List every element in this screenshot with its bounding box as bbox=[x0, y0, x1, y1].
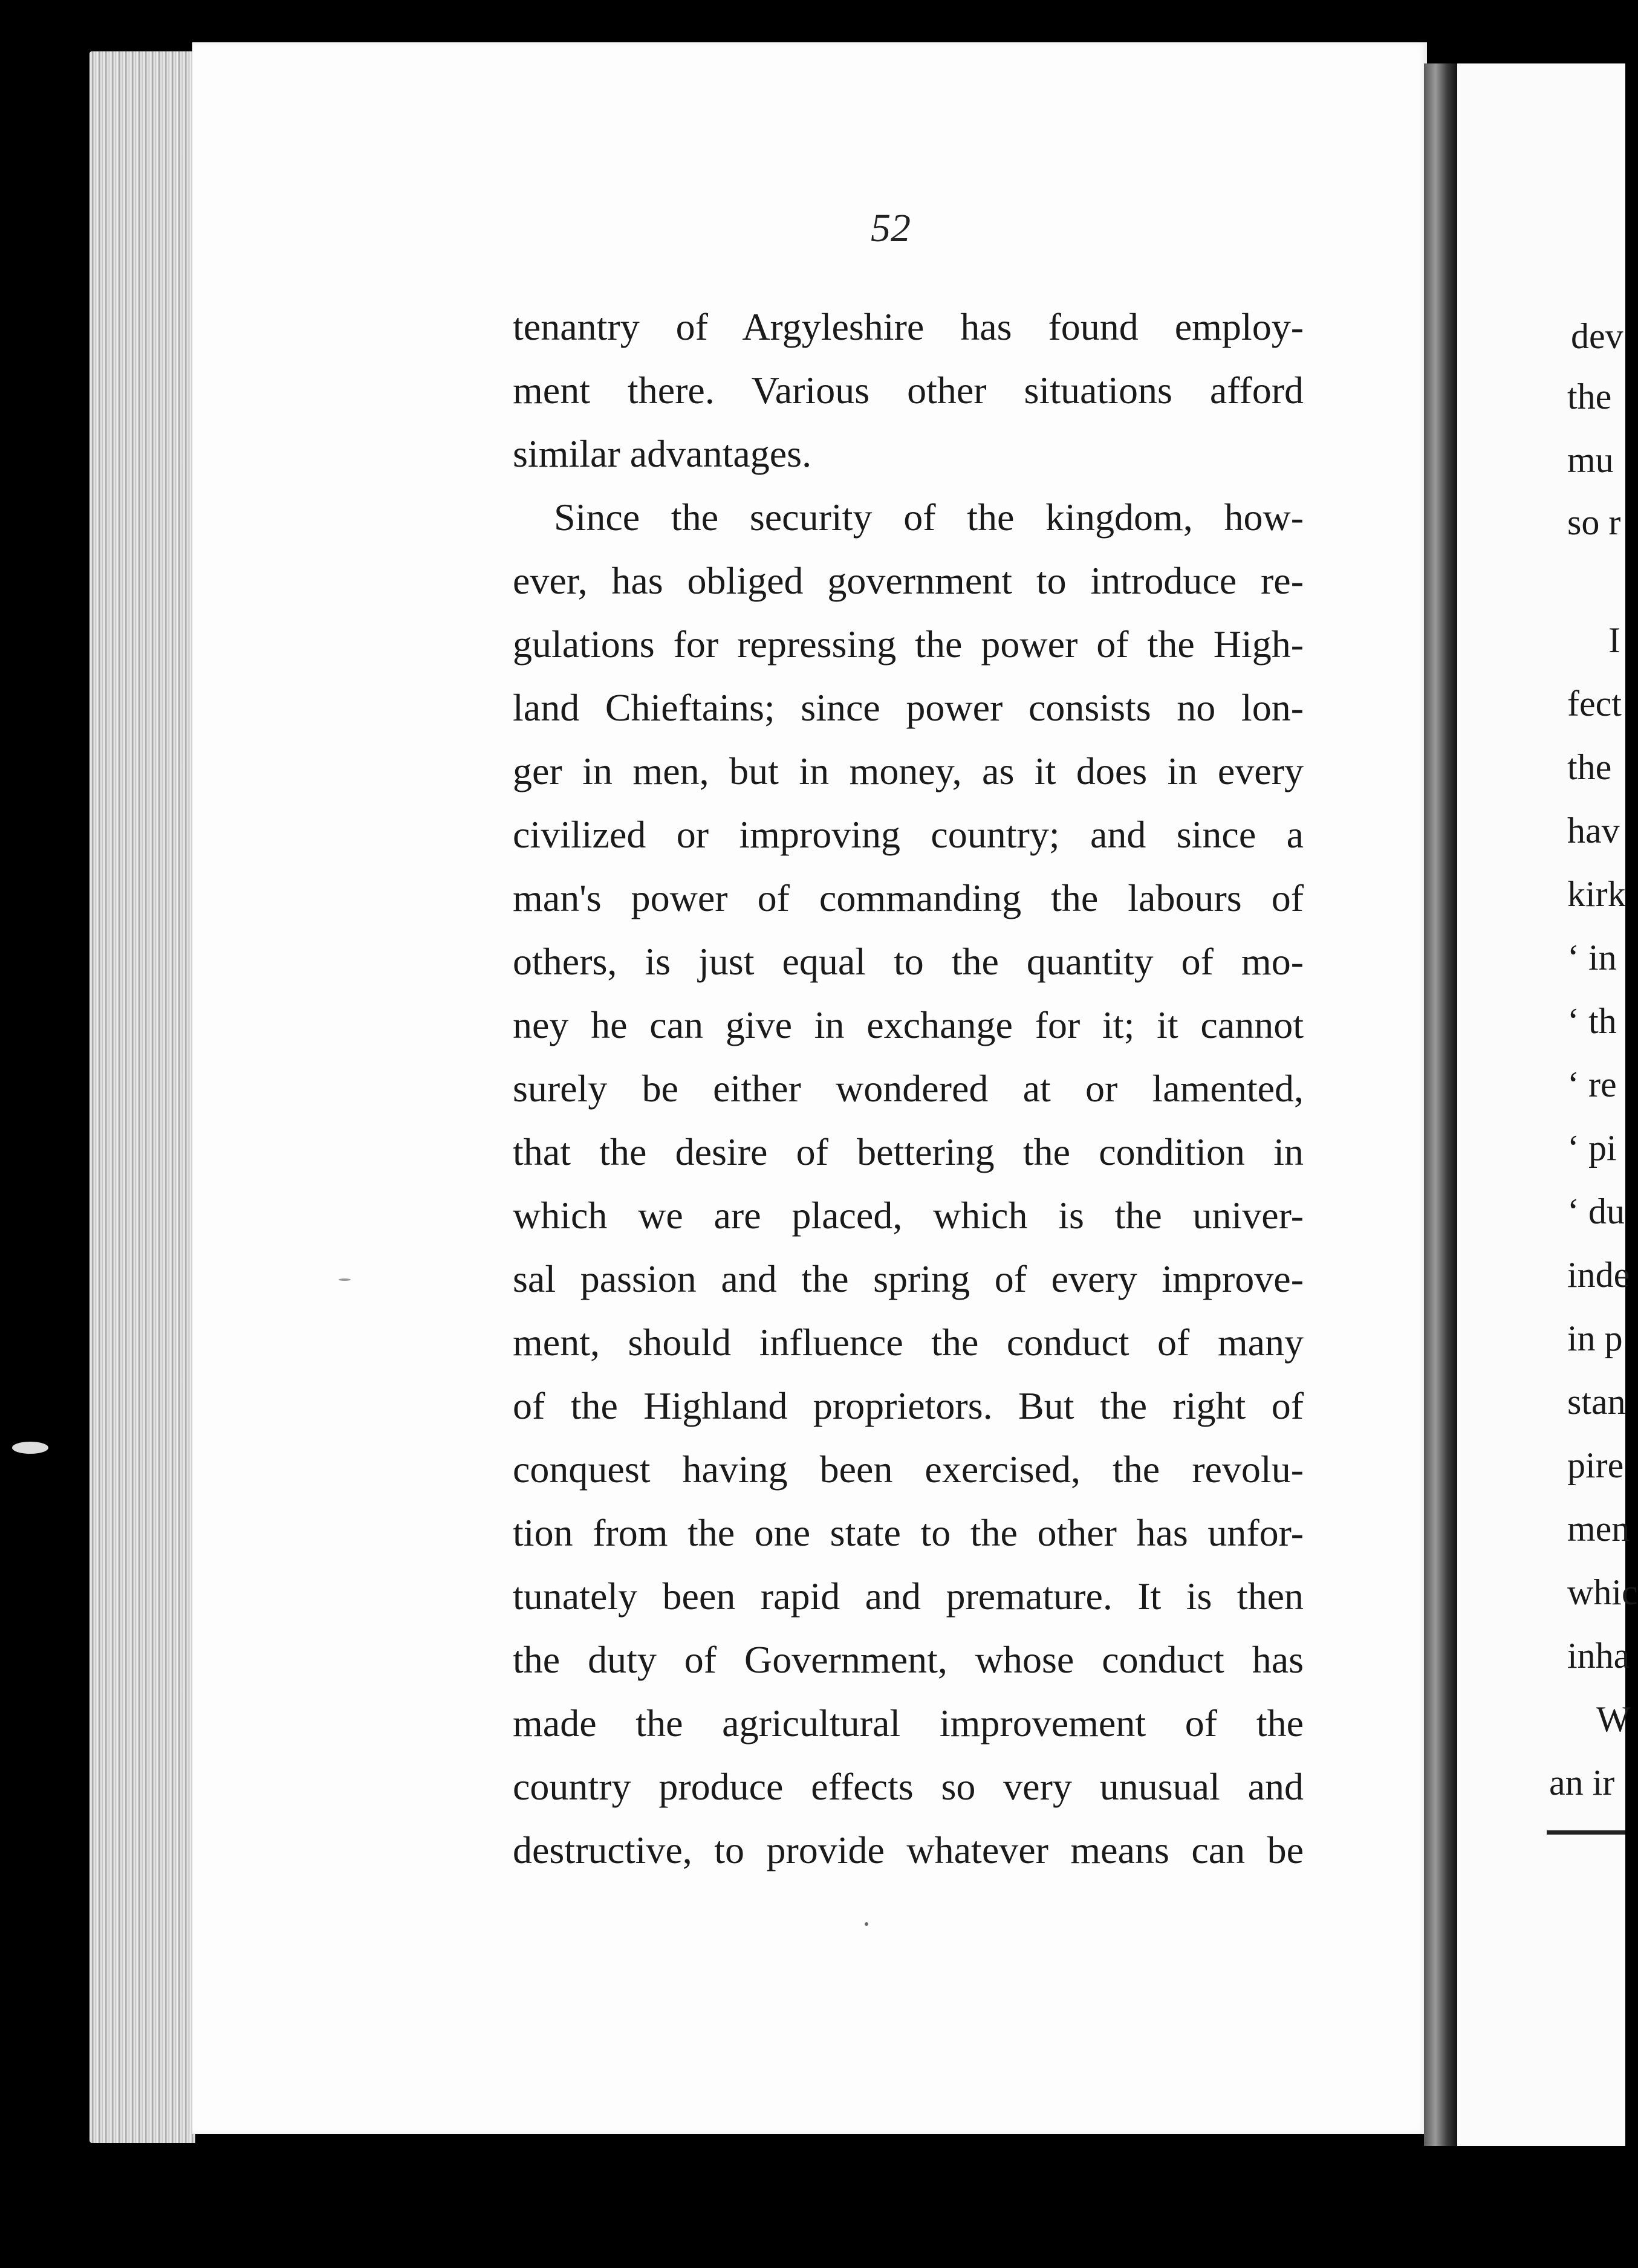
text-line: country produce effects so very unusual and bbox=[513, 1765, 1304, 1808]
fragment-line: so r bbox=[1567, 502, 1621, 542]
text-line: land Chieftains; since power consists no lon- bbox=[513, 686, 1304, 729]
fragment-line: hav bbox=[1567, 811, 1620, 850]
text-line: gulations for repressing the power of the High- bbox=[513, 623, 1304, 666]
page-block-edges bbox=[89, 51, 195, 2143]
text-line: similar advantages. bbox=[513, 432, 812, 475]
text-line: Since the security of the kingdom, how- bbox=[554, 496, 1304, 539]
fragment-line: ‘ th bbox=[1567, 1001, 1617, 1041]
page-number: 52 bbox=[871, 206, 911, 250]
fragment-line: ‘ in bbox=[1567, 938, 1617, 977]
fragment-line: kirk bbox=[1567, 874, 1626, 914]
fragment-line: an ir bbox=[1549, 1763, 1615, 1803]
fragment-line: fect bbox=[1567, 684, 1622, 724]
scan-speck bbox=[865, 1922, 868, 1926]
text-line: surely be either wondered at or lamented, bbox=[513, 1067, 1304, 1110]
text-line: ment, should influence the conduct of many bbox=[513, 1321, 1304, 1364]
fragment-line: ‘ du bbox=[1567, 1191, 1625, 1231]
text-line: ment there. Various other situations afford bbox=[513, 369, 1304, 412]
fragment-line: the bbox=[1567, 377, 1612, 416]
fragment-line: in p bbox=[1567, 1318, 1623, 1358]
text-line: which we are placed, which is the univer- bbox=[513, 1194, 1304, 1237]
text-line: ney he can give in exchange for it; it cannot bbox=[513, 1003, 1304, 1046]
text-line: others, is just equal to the quantity of mo- bbox=[513, 940, 1304, 983]
text-line: of the Highland proprietors. But the right of bbox=[513, 1384, 1304, 1427]
text-line: the duty of Government, whose conduct has bbox=[513, 1638, 1304, 1681]
text-line: tunately been rapid and premature. It is then bbox=[513, 1575, 1304, 1618]
fragment-line: inde bbox=[1567, 1255, 1630, 1295]
text-line: tenantry of Argyleshire has found employ- bbox=[513, 305, 1304, 348]
scan-speck bbox=[12, 1442, 48, 1454]
fragment-line: men bbox=[1567, 1509, 1630, 1549]
text-line: tion from the one state to the other has unfor- bbox=[513, 1511, 1304, 1554]
text-line: conquest having been exercised, the revolu- bbox=[513, 1448, 1304, 1491]
text-line: man's power of commanding the labours of bbox=[513, 876, 1304, 919]
text-line: civilized or improving country; and since a bbox=[513, 813, 1304, 856]
left-page-text bbox=[513, 295, 1304, 1882]
fragment-line: inha bbox=[1567, 1636, 1630, 1676]
fragment-line: stan bbox=[1567, 1382, 1626, 1422]
fragment-line: ‘ pi bbox=[1567, 1128, 1617, 1168]
footnote-rule bbox=[1547, 1830, 1625, 1835]
text-line: sal passion and the spring of every improve- bbox=[513, 1257, 1304, 1300]
fragment-line: whic bbox=[1567, 1572, 1638, 1612]
fragment-line: ‘ re bbox=[1567, 1064, 1617, 1104]
text-line: that the desire of bettering the condition in bbox=[513, 1130, 1304, 1173]
book-gutter bbox=[1424, 63, 1457, 2146]
text-line: made the agricultural improvement of the bbox=[513, 1702, 1304, 1745]
fragment-line: mu bbox=[1567, 440, 1614, 480]
text-line: ever, has obliged government to introduce re- bbox=[513, 559, 1304, 602]
text-line: destructive, to provide whatever means can be bbox=[513, 1829, 1304, 1871]
scan-speck bbox=[339, 1278, 351, 1281]
fragment-line: W bbox=[1596, 1699, 1631, 1739]
fragment-line: pire bbox=[1567, 1445, 1624, 1485]
fragment-line: the bbox=[1567, 747, 1612, 787]
text-line: ger in men, but in money, as it does in every bbox=[513, 750, 1304, 792]
fragment-line: I bbox=[1608, 620, 1620, 660]
fragment-line: dev bbox=[1571, 316, 1623, 356]
